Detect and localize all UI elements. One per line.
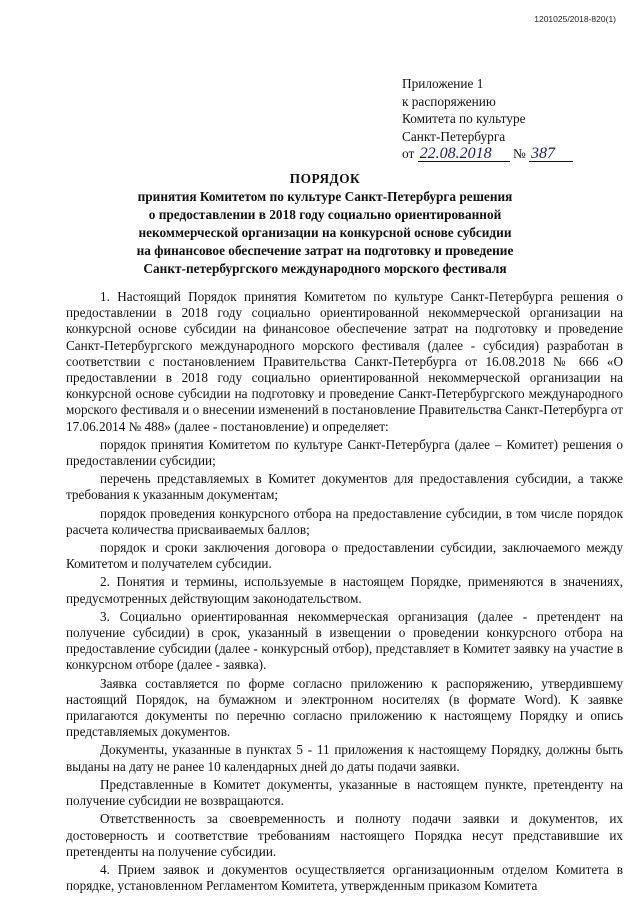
handwritten-date: 22.08.2018 <box>418 147 510 162</box>
appendix-line: Санкт-Петербурга <box>402 128 506 144</box>
document-title <box>60 170 590 278</box>
title-line: принятия Комитетом по культуре Санкт-Петербурга решения <box>137 189 513 204</box>
paragraph: порядок проведения конкурсного отбора на предоставление субсидии, в том числе порядок расчета количества присваиваемых баллов; <box>66 505 623 537</box>
paragraph: 3. Социально ориентированная некоммерческая организация (далее - претендент на получение субсидии) в срок, указанный в извещении о проведении конкурсного отбора на предоставление субсидии (далее - конкурсный отбор), представляет в Комитет заявку на участие в конкурсном отборе (далее - заявка). <box>66 608 623 673</box>
paragraph: Документы, указанные в пунктах 5 - 11 приложения к настоящему Порядку, должны быть выданы на дату не ранее 10 календарных дней до даты подачи заявки. <box>66 742 623 774</box>
handwritten-number: 387 <box>529 147 573 162</box>
paragraph: Заявка составляется по форме согласно приложению к распоряжению, утвердившему настоящий Порядок, на бумажном и электронном носителях (в формате Word). К заявке прилагаются документы по перечню согласно приложению к настоящему Порядку и опись представляемых документов. <box>66 675 623 740</box>
appendix-line: Приложение 1 <box>402 76 484 91</box>
paragraph: Ответственность за своевременность и полноту подачи заявки и документов, их достоверность и соответствие требованиям настоящего Порядка несут представившие их претенденты на получение субсидии. <box>66 811 623 859</box>
document-id: 1201025/2018-820(1) <box>534 14 616 24</box>
document-body <box>66 289 623 896</box>
date-prefix: от <box>402 146 415 161</box>
paragraph: порядок и сроки заключения договора о предоставлении субсидии, заключаемого между Комитетом и получателем субсидии. <box>66 540 623 572</box>
paragraph: перечень представляемых в Комитет документов для предоставления субсидии, а также требования к указанным документам; <box>66 471 623 503</box>
paragraph: 1. Настоящий Порядок принятия Комитетом по культуре Санкт-Петербурга решения о предоставлении в 2018 году социально ориентированной некоммерческой организации на конкурсной основе субсидии на финансовое обеспечение затрат на подготовку и проведение Санкт-Петербургского международного морского фестиваля (далее - субсидия) разработан в соответствии с постановлением Правительства Санкт-Петербурга от 16.08.2018 № 666 «О предоставлении в 2018 году социально ориентированной некоммерческой организации на конкурсной основе субсидии на подготовку и проведение Санкт-Петербургского международного морского фестиваля и о внесении изменений в постановление Правительства Санкт-Петербурга от 17.06.2014 № 488» (далее - постановление) и определяет: <box>66 289 623 434</box>
title-main: ПОРЯДОК <box>289 171 361 186</box>
paragraph: 4. Прием заявок и документов осуществляется организационным отделом Комитета в порядке, установленном Регламентом Комитета, утвержденным приказом Комитета <box>66 861 623 894</box>
paragraph: порядок принятия Комитетом по культуре Санкт-Петербурга (далее – Комитет) решения о предоставлении субсидии; <box>66 436 623 469</box>
appendix-block <box>402 75 622 163</box>
title-line: о предоставлении в 2018 году социально ориентированной <box>148 207 502 222</box>
appendix-date-line <box>402 145 622 163</box>
appendix-line: к распоряжению <box>402 93 496 109</box>
title-line: на финансовое обеспечение затрат на подготовку и проведение <box>136 243 514 258</box>
paragraph: 2. Понятия и термины, используемые в настоящем Порядке, применяются в значениях, предусмотренных действующим законодательством. <box>66 574 623 606</box>
appendix-line: Комитета по культуре <box>402 111 526 126</box>
title-line: некоммерческой организации на конкурсной основе субсидии <box>138 225 512 240</box>
paragraph: Представленные в Комитет документы, указанные в настоящем пункте, претенденту на получение субсидии не возвращаются. <box>66 776 623 809</box>
number-prefix: № <box>512 146 526 161</box>
title-line: Санкт-петербургского международного морского фестиваля <box>143 261 507 276</box>
